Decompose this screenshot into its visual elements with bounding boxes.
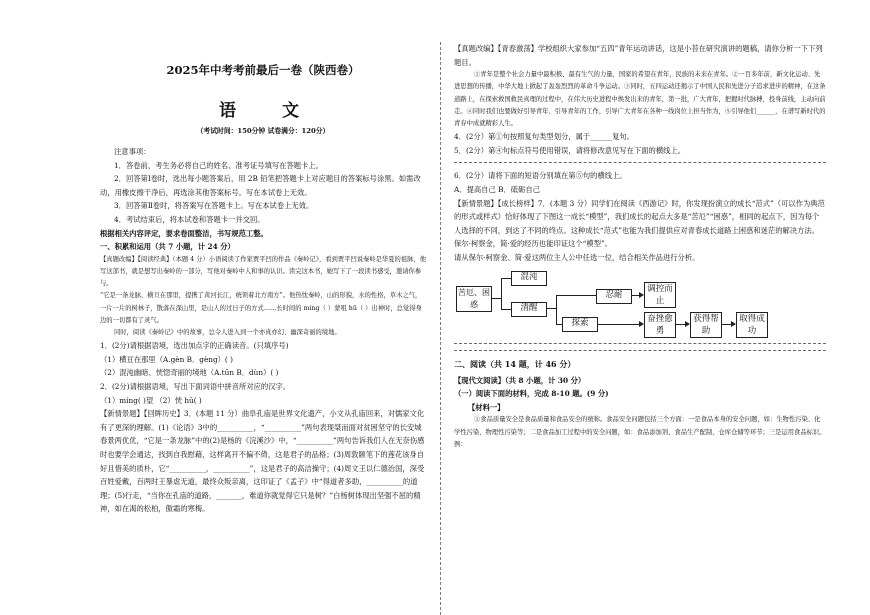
passage-tag: 【新情景题】【回眸历史】 — [100, 409, 184, 419]
flow-box-brave: 奋挫愈勇 — [644, 312, 676, 338]
requirement-text: 根据相关内容评定，要求卷面整洁，书写规范工整。 — [100, 228, 268, 238]
question-7: 7．(本题 3 分）同学们在阅读《西游记》时，你发现扮演立的成长“范式”（可以作为典范的形式或样式）恰好体现了下图这一成长“模型”，我们成长的起点大多是“苦厄”“困惑”，相同的起点下，因为每个人选择的不同，到达了不同的终点。这种成长“范式”也能为我们提供应对青春成长道路上困惑和迷茫的解决方法。保尔·柯察金，简·爱的经历也能印证这个“模型”。 — [454, 198, 825, 249]
question-6: 6．(2分）请将下面的短语分别填在第⑤句的横线上。 — [454, 171, 627, 181]
passage-tag: 【新情景题】【成长榜样】 — [454, 198, 538, 208]
growth-flow-diagram — [454, 268, 826, 338]
question-1: 1．(2分)请根据语境，选出加点字的正确读音。(只填序号) — [100, 341, 289, 351]
flow-connector — [501, 278, 511, 279]
flow-connector — [501, 278, 502, 310]
question-4: 4．(2分）第①句按照复句类型划分，属于______复句。 — [454, 132, 634, 142]
question-7-task: 请从保尔·柯察金、简·爱这两位主人公中任选一位，结合相关作品进行分析。 — [454, 252, 700, 262]
note-item: 2．回答第Ⅰ卷时，选出每小题答案后，用 2B 铅笔把答题卡上对应题目的答案标号涂黑。如需改动，用橡皮擦干净后，再选涂其他答案标号。写在本试卷上无效。 — [100, 174, 421, 197]
flow-connector — [631, 295, 639, 296]
passage-text: ①青年是整个社会力量中最积极、最有生气的力量，国家的希望在青年，民族的未来在青年。②一百多年前，新文化运动、先进思想的传播，中华大地上掀起了轰轰烈烈的革命斗争运动。③同时，五四运动还揭示了中国人民和先进分子追求进步的精神，在这条道路上，在探索救国救民真理的过程中，在伟大历史进程中焕发出来的青年，第一批，广大青年，把握时代脉搏，投身前线，主动向前走。④同时我们也要做好引导青年、引导青年的工作，引导广大青年在各种一线岗位上担当作为，⑤引导他们______，在谱写新时代的青春中成就精彩人生。 — [454, 71, 826, 127]
column-separator — [440, 42, 441, 615]
section-two-heading: 二、阅读（共 14 题，计 46 分） — [454, 358, 576, 369]
notes-heading: 注意事项： — [114, 147, 151, 156]
question-option: （2）混沌幽暗、恍惚奇丽的境地（A.tūn B．dùn）( ) — [100, 368, 279, 378]
passage-text: “它是一条龙脉，横亘在那里，提携了黄河长江，统领着北方南方”。他热忱秦岭，山的形貌，水的性格，草木之气，一片一片的树林子，散落在深山里，是山人的过日子的方式……长时间的 ming（ ）蒙咀 hū（ ）出神时，总觉得身边的一切都有了灵气。 — [100, 292, 422, 324]
passage-text: （本题 4 分）小语阅读了作家贾平凹的作品《秦岭记》，看到贾平凹说秦岭是华夏的祖脉，他写这部书，就是想写出秦岭的一部分，写他对秦岭中人和事的认识。读完这本书，她写下了一段读书感受，邀请你参与。 — [100, 255, 426, 288]
flow-box-endure: 忍耐 — [596, 289, 632, 304]
question-option: （1）míng( )望 （2）恍 hū( ) — [100, 395, 202, 405]
answer-line — [454, 162, 826, 163]
note-item: 1．答卷前，考生务必将自己的姓名、准考证号填写在答题卡上。 — [114, 160, 323, 170]
part-one-heading: （一）阅读下面的材料，完成 8-10 题。(9 分) — [454, 389, 609, 399]
flow-connector — [556, 295, 596, 296]
exam-title: 2025年中考考前最后一卷（陕西卷） — [166, 63, 360, 77]
passage-tag: 【真题改编】【青春激荡】 — [454, 44, 538, 53]
flow-start-box: 苦厄、困惑 — [456, 286, 492, 312]
flow-connector — [721, 324, 731, 325]
passage-intro: 学校组织大家参加“五四”青年运动讲话，这是小苔在研究演讲的题稿，请你分析一下下列题目。 — [454, 44, 823, 67]
question-option: A．提高自己 B．砥砺自己 — [454, 184, 540, 194]
question-option: （1）横亘在那里（A.gèn B．gèng）( ) — [100, 354, 233, 364]
flow-box-chaos: 混沌 — [511, 271, 547, 286]
question-3: 3．(本题 11 分）曲阜孔庙是世界文化遗产，小文从孔庙回来，对儒家文化有了更深的理解。(1)《论语》3中的__________，“__________”两句表现桀而面对贫困坚守的长安城春景两优优，“它是一条龙脉”中的(2)是杨的《浣溪沙》中，“__________”两句告诉我们人在无奈伤感时也要学会通达，找到自我慰藉，这样离开不偏不倚，这是君子的品格；(3)周敦颐笔下的莲花该身自好且惜美的质朴，它“__________，__________”，这是君子的高洁操守；(4)周文王以仁德治国，深受百姓爱戴，百两时王暴虐无道，最终众叛亲离，这印证了《孟子》中“得道者多助，__________的道理；(5)行走，“当你在孔庙的道路，_______，难道你就觉得它只是树？”白杨树体现出坚强不屈的精神，如在渴的松柏，傲霜的寒梅。 — [100, 409, 425, 514]
answer-line — [454, 350, 826, 351]
question-2: 2．(2分)请根据语境，写出下面词语中拼音所对应的汉字。 — [100, 381, 291, 391]
exam-info: （考试时间：150分钟 试卷满分：120分） — [196, 127, 330, 135]
subject-title: 语 文 — [219, 101, 319, 121]
question-5: 5．(2分）第④句标点符号使用错误，请将修改意见写在下面的横线上。 — [454, 145, 686, 155]
flow-connector — [675, 324, 685, 325]
material-heading: 【材料一】 — [468, 402, 505, 412]
flow-connector — [501, 309, 511, 310]
flow-box-success: 取得成功 — [736, 312, 768, 338]
passage-tag: 【真题改编】【阅读经典】 — [100, 255, 173, 263]
flow-connector — [556, 295, 557, 325]
passage-text: 同时，阅读《秦岭记》中的故事，总令人进入到一个亦真亦幻、幽深奇丽的境地。 — [114, 328, 341, 336]
flow-box-awake: 清醒 — [511, 302, 547, 317]
material-text: ①食品质量安全是食品质量和食品安全的统称。食品安全问题包括三个方面：一是食品本身的安全问题，如：生物性污染、化学性污染、物理性污染等；二是食品加工过程中的安全问题，如：食品添加剂、食品生产配制、仓库仓储等环节；三是运用食品标识。例： — [454, 416, 826, 448]
note-item: 4．考试结束后，将本试卷和答题卡一并交回。 — [114, 214, 265, 224]
flow-connector — [491, 298, 501, 299]
section-one-heading: 一、积累和运用（共 7 小题，计 24 分） — [100, 242, 235, 252]
answer-line — [454, 343, 826, 344]
note-item: 3．回答第Ⅱ卷时，将答案写在答题卡上。写在本试卷上无效。 — [114, 201, 314, 211]
right-column — [454, 42, 826, 615]
flow-connector — [546, 308, 556, 309]
flow-box-help: 获得帮助 — [690, 312, 722, 338]
modern-reading-tag: 【现代文阅读】（共 8 小题，计 30 分） — [454, 375, 586, 385]
flow-connector — [597, 324, 639, 325]
flow-box-stop: 调控而止 — [644, 282, 676, 308]
flow-box-explore: 探索 — [562, 317, 598, 332]
left-column — [100, 42, 426, 615]
